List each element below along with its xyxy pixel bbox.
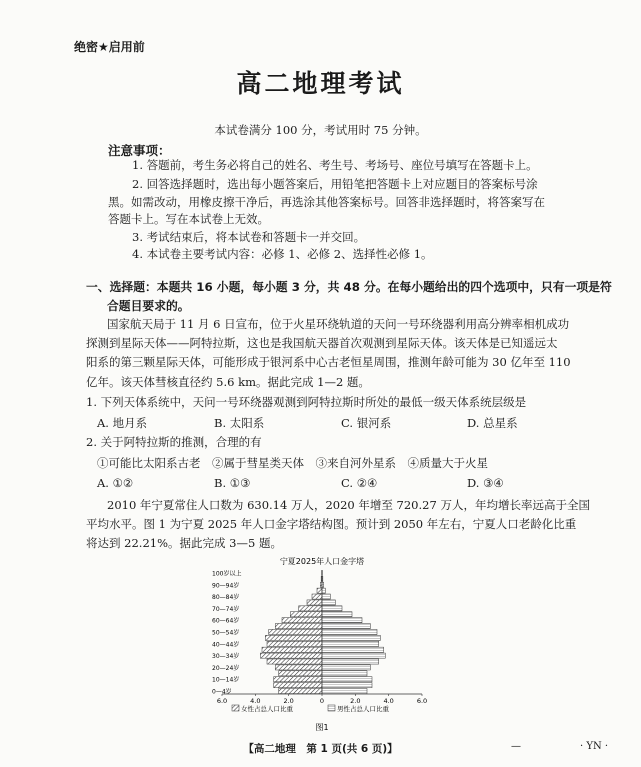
female-bar — [279, 671, 322, 676]
female-bar — [265, 635, 322, 640]
footer-dash: — — [511, 741, 521, 752]
q2-option-b: B. ①③ — [214, 476, 251, 490]
age-group-label: 100岁以上 — [212, 570, 242, 578]
age-group-label: 70—74岁 — [212, 605, 240, 613]
q1-option-b: B. 太阳系 — [214, 416, 265, 430]
male-bar — [322, 688, 367, 693]
female-bar — [267, 641, 322, 646]
legend-male-label: 男性占总人口比重 — [337, 705, 389, 713]
female-bar — [307, 600, 322, 605]
q1-option-c: C. 银河系 — [341, 416, 392, 430]
chart-caption: 图1 — [315, 723, 329, 732]
passage-line: 阳系的第三颗星际天体，可能形成于银河系中心古老恒星周围，推测年龄可能为 30 亿年至 110 — [86, 355, 571, 369]
male-bar — [322, 606, 342, 611]
x-tick-label: 0 — [319, 697, 325, 705]
q2-option-c: C. ②④ — [341, 476, 378, 490]
question-1-stem: 1. 下列天体系统中，天问一号环绕器观测到阿特拉斯时所处的最低一级天体系统层级是 — [86, 395, 527, 409]
male-bar — [322, 612, 352, 617]
female-bar — [274, 677, 322, 682]
section-heading-cont: 合题目要求的。 — [107, 299, 190, 313]
q1-option-a: A. 地月系 — [97, 416, 148, 430]
female-bar — [274, 683, 322, 688]
q1-option-d: D. 总星系 — [467, 416, 518, 430]
exam-info: 本试卷满分 100 分，考试用时 75 分钟。 — [214, 123, 427, 137]
notes-heading: 注意事项： — [108, 143, 171, 158]
age-group-label: 0—4岁 — [212, 688, 232, 696]
age-group-label: 80—84岁 — [212, 594, 240, 602]
exam-title: 高二地理考试 — [236, 69, 405, 98]
male-bar — [322, 594, 330, 599]
section-heading: 一、选择题：本题共 16 小题，每小题 3 分，共 48 分。在每小题给出的四个选项中，只有一项是符 — [86, 280, 612, 294]
note-item: 3. 考试结束后，将本试卷和答题卡一并交回。 — [132, 230, 366, 244]
male-bar — [322, 653, 385, 658]
male-bar — [322, 600, 335, 605]
male-bar — [322, 665, 370, 670]
page-footer: 【高二地理 第 1 页(共 6 页)】 — [243, 743, 398, 755]
plot-area — [212, 569, 427, 713]
female-bar — [269, 629, 322, 634]
x-tick-label: 4.0 — [250, 697, 261, 705]
note-item: 黑。如需改动，用橡皮擦干净后，再选涂其他答案标号。回答非选择题时，将答案写在 — [108, 195, 545, 209]
x-tick-label: 2.0 — [283, 697, 294, 705]
legend-male-swatch — [328, 705, 335, 711]
x-tick-label: 6.0 — [416, 697, 428, 705]
female-bar — [262, 647, 322, 652]
x-tick-label: 4.0 — [383, 697, 394, 705]
note-item: 答题卡上。写在本试卷上无效。 — [108, 212, 269, 226]
confidential-label: 绝密★启用前 — [74, 40, 145, 54]
male-bar — [322, 588, 325, 593]
q2-option-a: A. ①② — [97, 476, 134, 490]
female-bar — [317, 588, 322, 593]
passage-line: 亿年。该天体彗核直径约 5.6 km。据此完成 1—2 题。 — [86, 375, 370, 389]
male-bar — [322, 641, 379, 646]
male-bar — [322, 671, 367, 676]
male-bar — [322, 629, 377, 634]
chart-title: 宁夏2025年人口金字塔 — [279, 557, 365, 566]
female-bar — [312, 594, 322, 599]
footer-code: · YN · — [580, 741, 609, 752]
male-bar — [322, 659, 379, 664]
male-bar — [322, 647, 384, 652]
passage-line: 国家航天局于 11 月 6 日宣布，位于火星环绕轨道的天问一号环绕器利用高分辨率相机成功 — [107, 317, 570, 331]
male-bar — [322, 635, 380, 640]
legend-female-swatch — [232, 705, 239, 711]
age-group-label: 20—24岁 — [212, 664, 240, 672]
male-bar — [322, 683, 372, 688]
passage-line: 2010 年宁夏常住人口数为 630.14 万人，2020 年增至 720.27 万人，年均增长率远高于全国 — [107, 498, 590, 512]
population-pyramid-chart — [212, 554, 432, 734]
age-group-label: 10—14岁 — [212, 676, 240, 684]
passage-line: 探测到星际天体——阿特拉斯，这也是我国航天器首次观测到星际天体。该天体是已知遥远太 — [86, 336, 558, 350]
q2-option-d: D. ③④ — [467, 476, 504, 490]
note-item: 4. 本试卷主要考试内容：必修 1、必修 2、选择性必修 1。 — [132, 247, 433, 261]
note-item: 1. 答题前，考生务必将自己的姓名、考生号、考场号、座位号填写在答题卡上。 — [132, 158, 538, 172]
passage-line: 将达到 22.21%。据此完成 3—5 题。 — [86, 536, 282, 550]
female-bar — [260, 653, 322, 658]
question-2-stem: 2. 关于阿特拉斯的推测，合理的有 — [86, 435, 262, 449]
male-bar — [322, 677, 372, 682]
age-group-label: 90—94岁 — [212, 582, 240, 590]
note-item: 2. 回答选择题时，选出每小题答案后，用铅笔把答题卡上对应题目的答案标号涂 — [132, 177, 538, 191]
age-group-label: 50—54岁 — [212, 629, 240, 637]
x-tick-label: 2.0 — [350, 697, 361, 705]
female-bar — [279, 688, 322, 693]
legend-female-label: 女性占总人口比重 — [241, 705, 293, 713]
x-tick-label: 6.0 — [216, 697, 228, 705]
female-bar — [275, 665, 322, 670]
male-bar — [322, 624, 370, 629]
female-bar — [290, 612, 322, 617]
female-bar — [275, 624, 322, 629]
age-group-label: 40—44岁 — [212, 641, 240, 649]
passage-line: 平均水平。图 1 为宁夏 2025 年人口金字塔结构图。预计到 2050 年左右，宁夏人口老龄化比重 — [86, 517, 577, 531]
female-bar — [299, 606, 322, 611]
age-group-label: 30—34岁 — [212, 653, 240, 661]
age-group-label: 60—64岁 — [212, 617, 240, 625]
female-bar — [267, 659, 322, 664]
male-bar — [322, 618, 362, 623]
q2-statements: ①可能比太阳系古老 ②属于彗星类天体 ③来自河外星系 ④质量大于火星 — [97, 456, 488, 470]
female-bar — [282, 618, 322, 623]
